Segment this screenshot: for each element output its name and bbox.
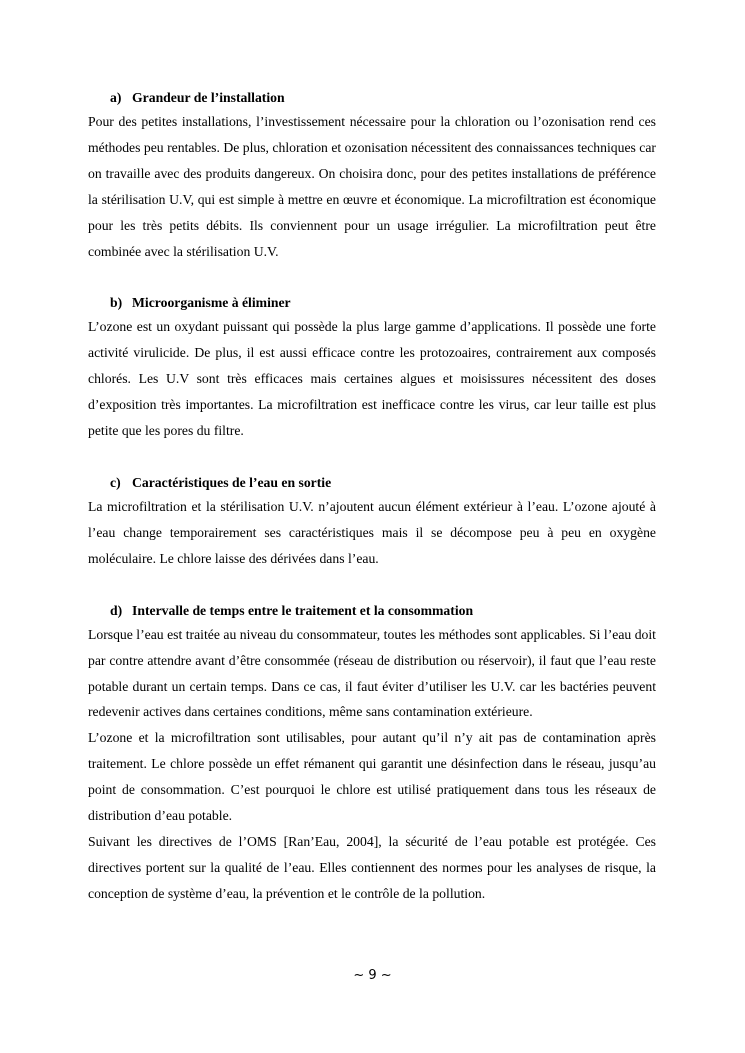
section-title: Caractéristiques de l’eau en sortie xyxy=(132,474,332,490)
section-title: Microorganisme à éliminer xyxy=(132,295,291,311)
section-output-water xyxy=(88,471,656,572)
paragraph: L’ozone est un oxydant puissant qui possède la plus large gamme d’applications. Il possède une forte activité virulicide. De plus, il est aussi efficace contre les protozoaires, contrairement aux composés chlorés. Les U.V sont très efficaces mais certaines algues et moisissures nécessitent des doses d’exposition très importantes. La microfiltration est inefficace contre les virus, car leur taille est plus petite que les pores du filtre. xyxy=(88,319,656,439)
paragraph: Pour des petites installations, l’investissement nécessaire pour la chloration ou l’ozonisation rend ces méthodes peu rentables. De plus, chloration et ozonisation nécessitent des connaissances techniques car on travaille avec des produits dangereux. On choisira donc, pour des petites installations de préférence la stérilisation U.V, qui est simple à mettre en œuvre et économique. La microfiltration est économique pour les très petits débits. Ils conviennent pour un usage irrégulier. La microfiltration peut être combinée avec la stérilisation U.V. xyxy=(88,114,656,259)
paragraph: Lorsque l’eau est traitée au niveau du consommateur, toutes les méthodes sont applicables. Si l’eau doit par contre attendre avant d’être consommée (réseau de distribution ou réservoir), il faut que l’eau reste potable durant un certain temps. Dans ce cas, il faut éviter d’utiliser les U.V. car les bactéries peuvent redevenir actives dans certaines conditions, même sans contamination extérieure. xyxy=(88,626,656,720)
document-body xyxy=(88,86,656,934)
section-marker: b) xyxy=(110,295,123,311)
section-heading xyxy=(110,86,656,109)
section-heading xyxy=(110,599,656,622)
section-heading xyxy=(110,471,656,494)
section-marker: d) xyxy=(110,602,123,618)
section-time-interval xyxy=(88,599,656,907)
section-marker: a) xyxy=(110,90,122,105)
paragraph: Suivant les directives de l’OMS [Ran’Eau, 2004], la sécurité de l’eau potable est protégée. Ces directives portent sur la qualité de l’eau. Elles contiennent des normes pour les analyses de risque, la conception de système d’eau, la prévention et le contrôle de la pollution. xyxy=(88,833,656,901)
paragraph: L’ozone et la microfiltration sont utilisables, pour autant qu’il n’y ait pas de contamination après traitement. Le chlore possède un effet rémanent qui garantit une désinfection dans le réseau, jusqu’au point de consommation. C’est pourquoi le chlore est utilisé pratiquement dans tous les réseaux de distribution d’eau potable. xyxy=(88,730,656,824)
page-number: ~ 9 ~ xyxy=(353,968,392,983)
paragraph: La microfiltration et la stérilisation U.V. n’ajoutent aucun élément extérieur à l’eau. L’ozone ajouté à l’eau change temporairement ses caractéristiques mais il se décompose peu à peu en oxygène moléculaire. Le chlore laisse des dérivées dans l’eau. xyxy=(88,498,656,566)
section-marker: c) xyxy=(110,474,121,490)
section-microorganisms xyxy=(88,291,656,444)
section-installation-size xyxy=(88,86,656,264)
section-title: Intervalle de temps entre le traitement et la consommation xyxy=(132,602,474,618)
section-title: Grandeur de l’installation xyxy=(132,90,285,105)
section-heading xyxy=(110,291,656,314)
